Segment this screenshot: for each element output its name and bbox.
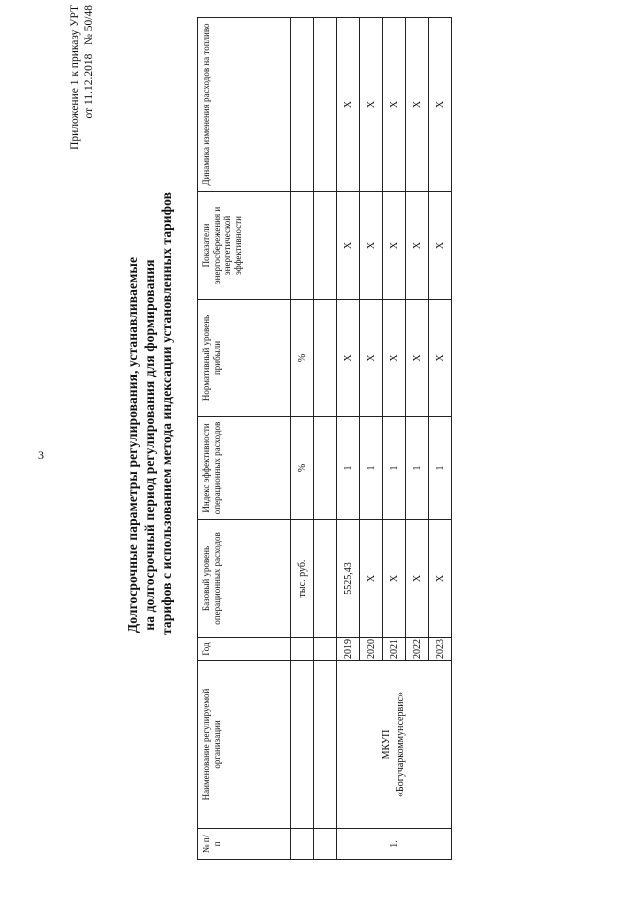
cell-profit-level: X: [406, 300, 429, 417]
cell-efficiency-index: 1: [406, 417, 429, 520]
cell-year: 2022: [406, 638, 429, 661]
header-fuel: Динамика изменения расходов на топливо: [198, 18, 291, 192]
row-number: 1.: [337, 829, 452, 860]
cell-energy: X: [429, 192, 452, 300]
cell-energy: X: [406, 192, 429, 300]
cell-profit-level: X: [360, 300, 383, 417]
cell-energy: X: [383, 192, 406, 300]
title-line-1: Долгосрочные параметры регулирования, устанавливаемые: [125, 256, 140, 634]
cell-base-level: X: [406, 520, 429, 638]
cell-fuel: X: [337, 18, 360, 192]
header-year: Год: [198, 638, 291, 661]
org-name-line-2: «Богучаркоммунсервис»: [395, 692, 406, 797]
units-empty-org: [291, 661, 314, 829]
header-num: № п/п: [198, 829, 291, 860]
cell-efficiency-index: 1: [337, 417, 360, 520]
cell-fuel: X: [406, 18, 429, 192]
table-row: [337, 18, 360, 860]
cell-fuel: X: [360, 18, 383, 192]
title-line-2: на долгосрочный период регулирования для формирования: [142, 259, 157, 631]
cell-year: 2021: [383, 638, 406, 661]
table-header-row: [198, 18, 291, 860]
parameters-table: [197, 17, 452, 860]
cell-efficiency-index: 1: [429, 417, 452, 520]
org-name-line-1: МКУП: [381, 729, 392, 760]
unit-profit-level: %: [291, 300, 314, 417]
cell-base-level: X: [429, 520, 452, 638]
cell-efficiency-index: 1: [383, 417, 406, 520]
cell-energy: X: [360, 192, 383, 300]
units-empty-year: [291, 638, 314, 661]
appendix-line-1: Приложение 1 к приказу УРТ: [69, 5, 81, 150]
units-empty-fuel: [291, 18, 314, 192]
appendix-line-2: от 11.12.2018 № 50/48: [83, 5, 95, 119]
organization-name: [337, 661, 452, 829]
header-org: Наименование регулируемой организации: [198, 661, 291, 829]
cell-base-level: X: [383, 520, 406, 638]
units-empty-num: [291, 829, 314, 860]
cell-year: 2019: [337, 638, 360, 661]
header-profit-level: Нормативный уровень прибыли: [198, 300, 291, 417]
page-number: 3: [38, 448, 44, 462]
header-base-level: Базовый уровень операционных расходов: [198, 520, 291, 638]
cell-profit-level: X: [429, 300, 452, 417]
cell-efficiency-index: 1: [360, 417, 383, 520]
table-units-row: [291, 18, 314, 860]
cell-profit-level: X: [383, 300, 406, 417]
cell-profit-level: X: [337, 300, 360, 417]
cell-base-level: 5525,43: [337, 520, 360, 638]
table-spacer-row: [314, 18, 337, 860]
title-line-3: тарифов с использованием метода индексации установленных тарифов: [159, 191, 174, 635]
cell-fuel: X: [383, 18, 406, 192]
cell-base-level: X: [360, 520, 383, 638]
header-efficiency-index: Индекс эффективности операционных расходов: [198, 417, 291, 520]
cell-energy: X: [337, 192, 360, 300]
cell-fuel: X: [429, 18, 452, 192]
header-energy: Показатели энергосбережения и энергетической эффективности: [198, 192, 291, 300]
unit-efficiency-index: %: [291, 417, 314, 520]
unit-base-level: тыс. руб.: [291, 520, 314, 638]
cell-year: 2023: [429, 638, 452, 661]
cell-year: 2020: [360, 638, 383, 661]
units-empty-energy: [291, 192, 314, 300]
